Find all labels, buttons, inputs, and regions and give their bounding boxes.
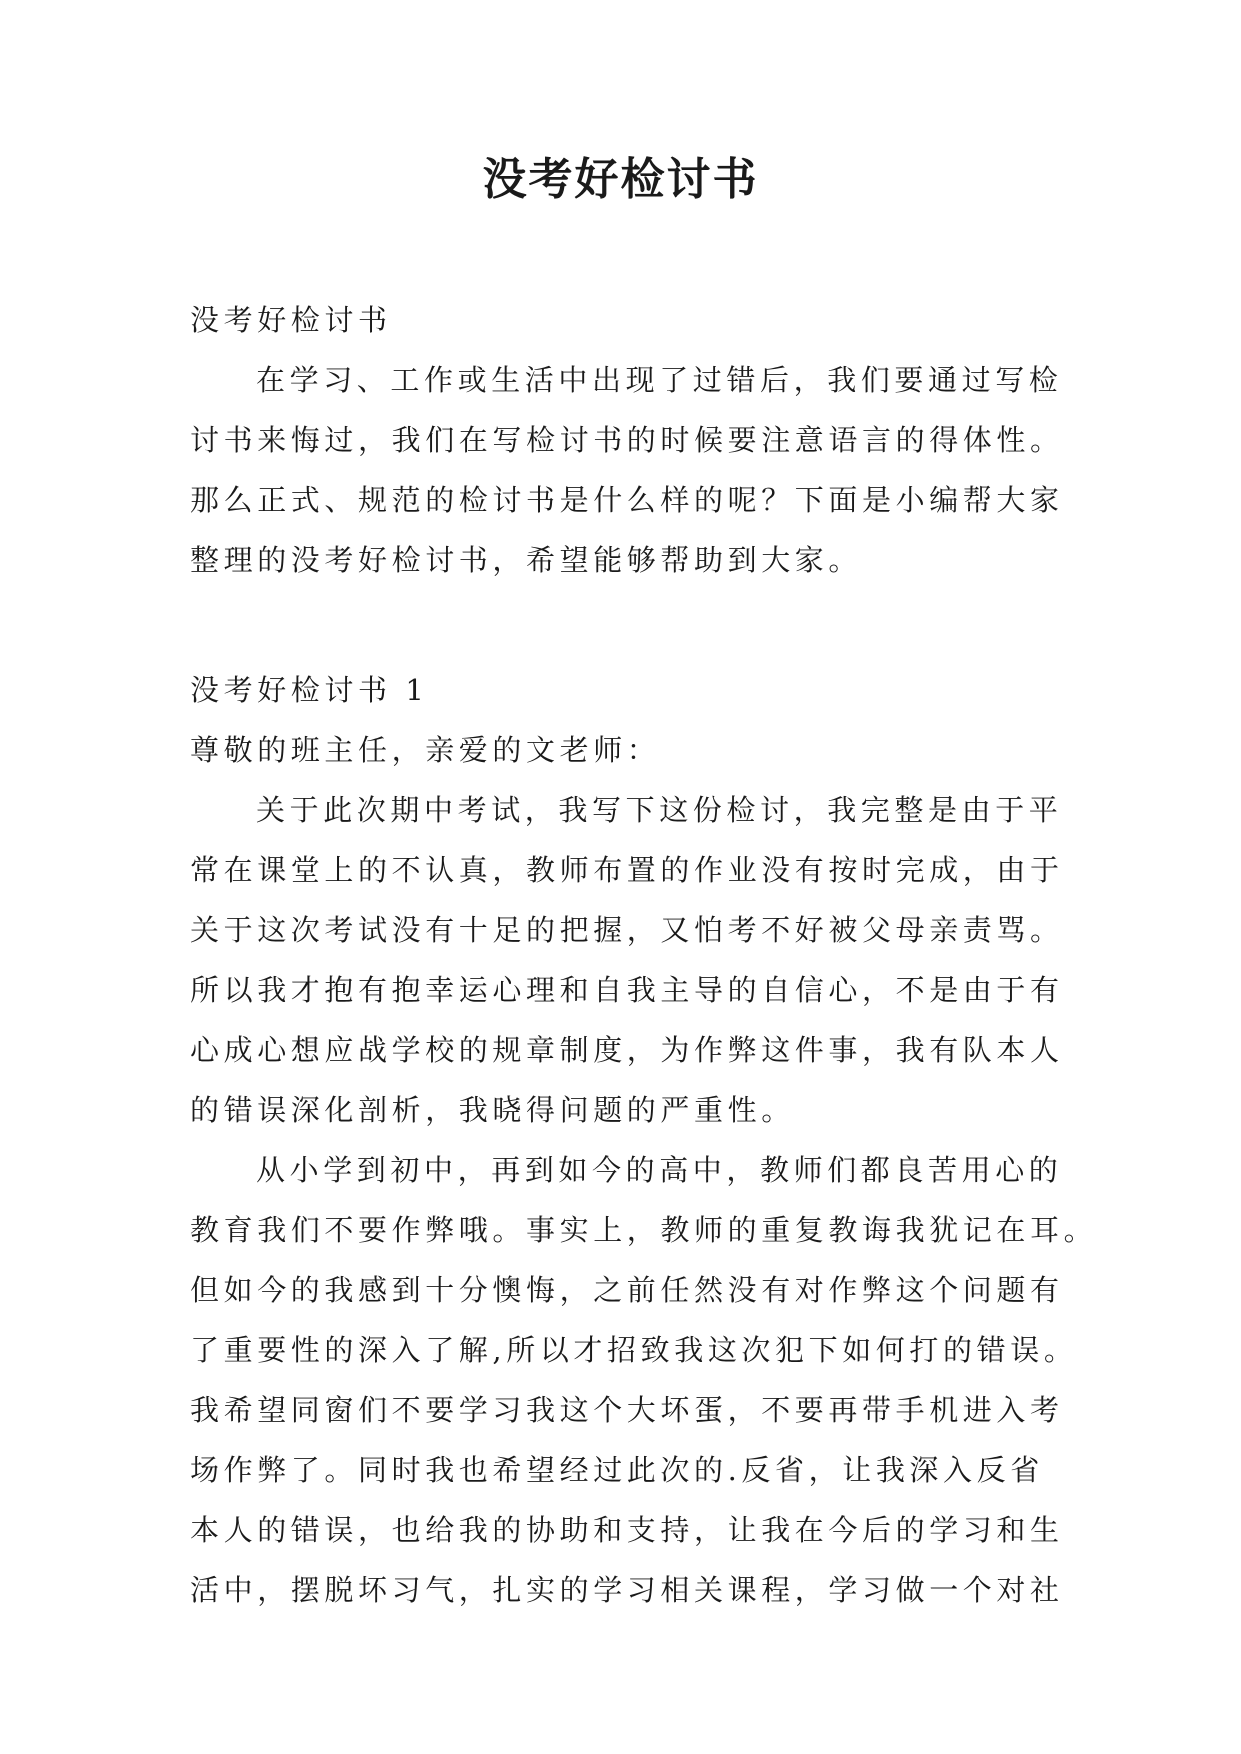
paragraph-2-line-7: 本人的错误，也给我的协助和支持，让我在今后的学习和生: [190, 1513, 1064, 1547]
paragraph-1-line-2: 常在课堂上的不认真，教师布置的作业没有按时完成，由于: [190, 853, 1064, 887]
paragraph-1-line-5: 心成心想应战学校的规章制度，为作弊这件事，我有队本人: [190, 1033, 1064, 1067]
paragraph-2-line-5: 我希望同窗们不要学习我这个大坏蛋，不要再带手机进入考: [190, 1393, 1064, 1427]
paragraph-1-line-1: 关于此次期中考试，我写下这份检讨，我完整是由于平: [256, 793, 1063, 827]
paragraph-2-line-8: 活中，摆脱坏习气，扎实的学习相关课程，学习做一个对社: [190, 1573, 1064, 1607]
document-body: [190, 290, 1098, 1620]
paragraph-2-line-3: 但如今的我感到十分懊悔，之前任然没有对作弊这个问题有: [190, 1273, 1064, 1307]
section-heading-1: 没考好检讨书 1: [190, 673, 429, 707]
intro-heading: 没考好检讨书: [190, 303, 392, 337]
paragraph-1-line-6: 的错误深化剖析，我晓得问题的严重性。: [190, 1093, 795, 1127]
intro-paragraph-line-1: 在学习、工作或生活中出现了过错后，我们要通过写检: [256, 363, 1063, 397]
intro-paragraph-line-4: 整理的没考好检讨书，希望能够帮助到大家。: [190, 543, 863, 577]
paragraph-2-line-6: 场作弊了。同时我也希望经过此次的.反省，让我深入反省: [190, 1453, 1044, 1487]
intro-paragraph-line-2: 讨书来悔过，我们在写检讨书的时候要注意语言的得体性。: [190, 423, 1064, 457]
paragraph-2-line-2: 教育我们不要作弊哦。事实上，教师的重复教诲我犹记在耳。: [190, 1213, 1098, 1247]
document-title: 没考好检讨书: [482, 154, 759, 205]
paragraph-2-line-4: 了重要性的深入了解,所以才招致我这次犯下如何打的错误。: [190, 1333, 1078, 1367]
paragraph-1-line-4: 所以我才抱有抱幸运心理和自我主导的自信心，不是由于有: [190, 973, 1064, 1007]
paragraph-2-line-1: 从小学到初中，再到如今的高中，教师们都良苦用心的: [256, 1153, 1063, 1187]
paragraph-1-line-3: 关于这次考试没有十足的把握，又怕考不好被父母亲责骂。: [190, 913, 1064, 947]
intro-paragraph-line-3: 那么正式、规范的检讨书是什么样的呢？下面是小编帮大家: [190, 483, 1064, 517]
salutation: 尊敬的班主任，亲爱的文老师：: [190, 733, 661, 767]
